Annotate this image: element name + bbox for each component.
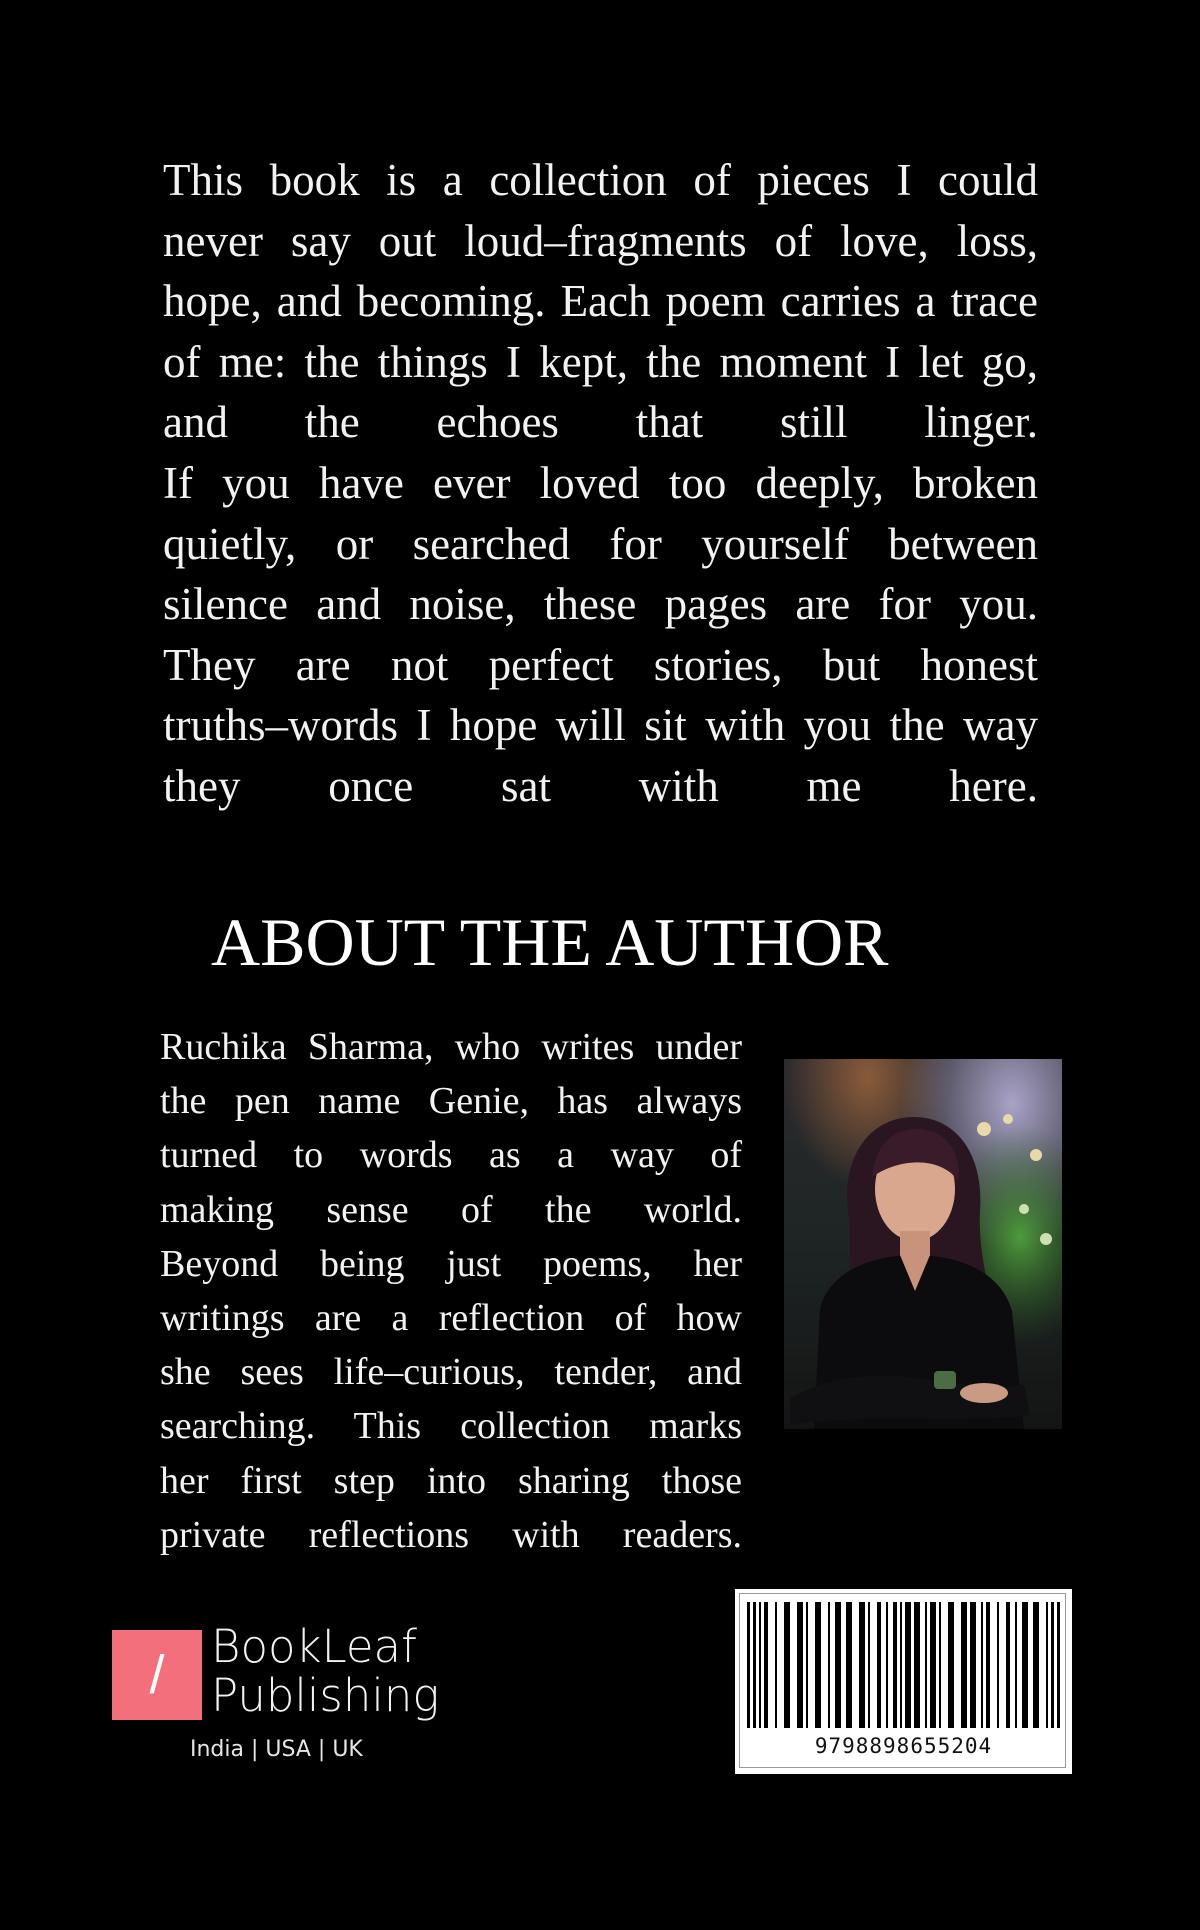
- blurb-line: silence and noise, these pages are for you.: [163, 579, 1038, 630]
- barcode-bar: [1022, 1602, 1028, 1728]
- author-photo-illustration: [784, 1059, 1062, 1429]
- barcode-bar: [939, 1602, 941, 1728]
- bio-line: making sense of the world.: [160, 1188, 742, 1231]
- isbn-number: 9798898655204: [814, 1734, 993, 1758]
- author-photo: [784, 1059, 1062, 1429]
- barcode-bar: [815, 1602, 821, 1728]
- barcode-bar: [925, 1602, 927, 1728]
- bio-line: her first step into sharing those: [160, 1459, 742, 1502]
- barcode-bar: [961, 1602, 967, 1728]
- barcode-bar: [877, 1602, 881, 1728]
- publisher-regions: India | USA | UK: [190, 1737, 363, 1762]
- author-bio: [160, 1020, 742, 1562]
- barcode-bar: [806, 1602, 808, 1728]
- barcode-bar: [764, 1602, 768, 1728]
- blurb-line: If you have ever loved too deeply, broken: [163, 457, 1038, 508]
- barcode-bar: [986, 1602, 990, 1728]
- publisher-name-line2: Publishing: [211, 1669, 440, 1722]
- bio-line: private reflections with readers.: [160, 1513, 742, 1556]
- bio-line: searching. This collection marks: [160, 1405, 742, 1448]
- bookleaf-logo-icon: [112, 1630, 202, 1720]
- blurb-line: hope, and becoming. Each poem carries a trace: [163, 276, 1038, 327]
- logo-slash-glyph: /: [149, 1645, 165, 1705]
- barcode-bar: [835, 1602, 841, 1728]
- barcode-bar: [775, 1602, 777, 1728]
- barcode-bar: [1057, 1602, 1060, 1728]
- barcode-bar: [905, 1602, 911, 1728]
- barcode-bar: [930, 1602, 936, 1728]
- barcode-bar: [1015, 1602, 1017, 1728]
- barcode-bars-icon: [747, 1602, 1060, 1728]
- barcode-bar: [859, 1602, 865, 1728]
- blurb-line: quietly, or searched for yourself between: [163, 518, 1038, 569]
- barcode-bar: [1051, 1602, 1054, 1728]
- publisher-name: [211, 1622, 439, 1720]
- barcode-bar: [997, 1602, 999, 1728]
- bio-line: Beyond being just poems, her: [160, 1242, 742, 1285]
- blurb-line: truths–words I hope will sit with you the way: [163, 700, 1038, 751]
- isbn-barcode: [735, 1589, 1072, 1774]
- barcode-bar: [1033, 1602, 1039, 1728]
- barcode-bar: [1006, 1602, 1010, 1728]
- barcode-bar: [868, 1602, 870, 1728]
- bio-line: the pen name Genie, has always: [160, 1080, 742, 1123]
- blurb-line: of me: the things I kept, the moment I let go,: [163, 336, 1038, 387]
- blurb-line: they once sat with me here.: [163, 760, 1038, 811]
- barcode-bar: [886, 1602, 888, 1728]
- publisher-name-line1: BookLeaf: [211, 1620, 417, 1673]
- blurb-line: They are not perfect stories, but honest: [163, 639, 1038, 690]
- about-the-author-heading: ABOUT THE AUTHOR: [211, 904, 889, 980]
- bio-line: turned to words as a way of: [160, 1134, 742, 1177]
- blurb-line: and the echoes that still linger.: [163, 397, 1038, 448]
- barcode-bar: [828, 1602, 830, 1728]
- barcode-bar: [784, 1602, 790, 1728]
- bio-line: she sees life–curious, tender, and: [160, 1351, 742, 1394]
- barcode-bar: [747, 1602, 750, 1728]
- barcode-bar: [900, 1602, 902, 1728]
- barcode-bar: [914, 1602, 920, 1728]
- barcode-bar: [759, 1602, 761, 1728]
- barcode-bar: [948, 1602, 954, 1728]
- barcode-bar: [970, 1602, 976, 1728]
- bio-line: writings are a reflection of how: [160, 1296, 742, 1339]
- barcode-bar: [753, 1602, 756, 1728]
- barcode-bar: [893, 1602, 897, 1728]
- bio-line: Ruchika Sharma, who writes under: [160, 1026, 742, 1068]
- barcode-bar: [797, 1602, 803, 1728]
- barcode-bar: [981, 1602, 983, 1728]
- blurb-line: This book is a collection of pieces I could: [163, 155, 1038, 205]
- barcode-bar: [846, 1602, 852, 1728]
- blurb-line: never say out loud–fragments of love, loss,: [163, 215, 1038, 266]
- barcode-bar: [1046, 1602, 1048, 1728]
- back-cover-blurb: [163, 150, 1038, 817]
